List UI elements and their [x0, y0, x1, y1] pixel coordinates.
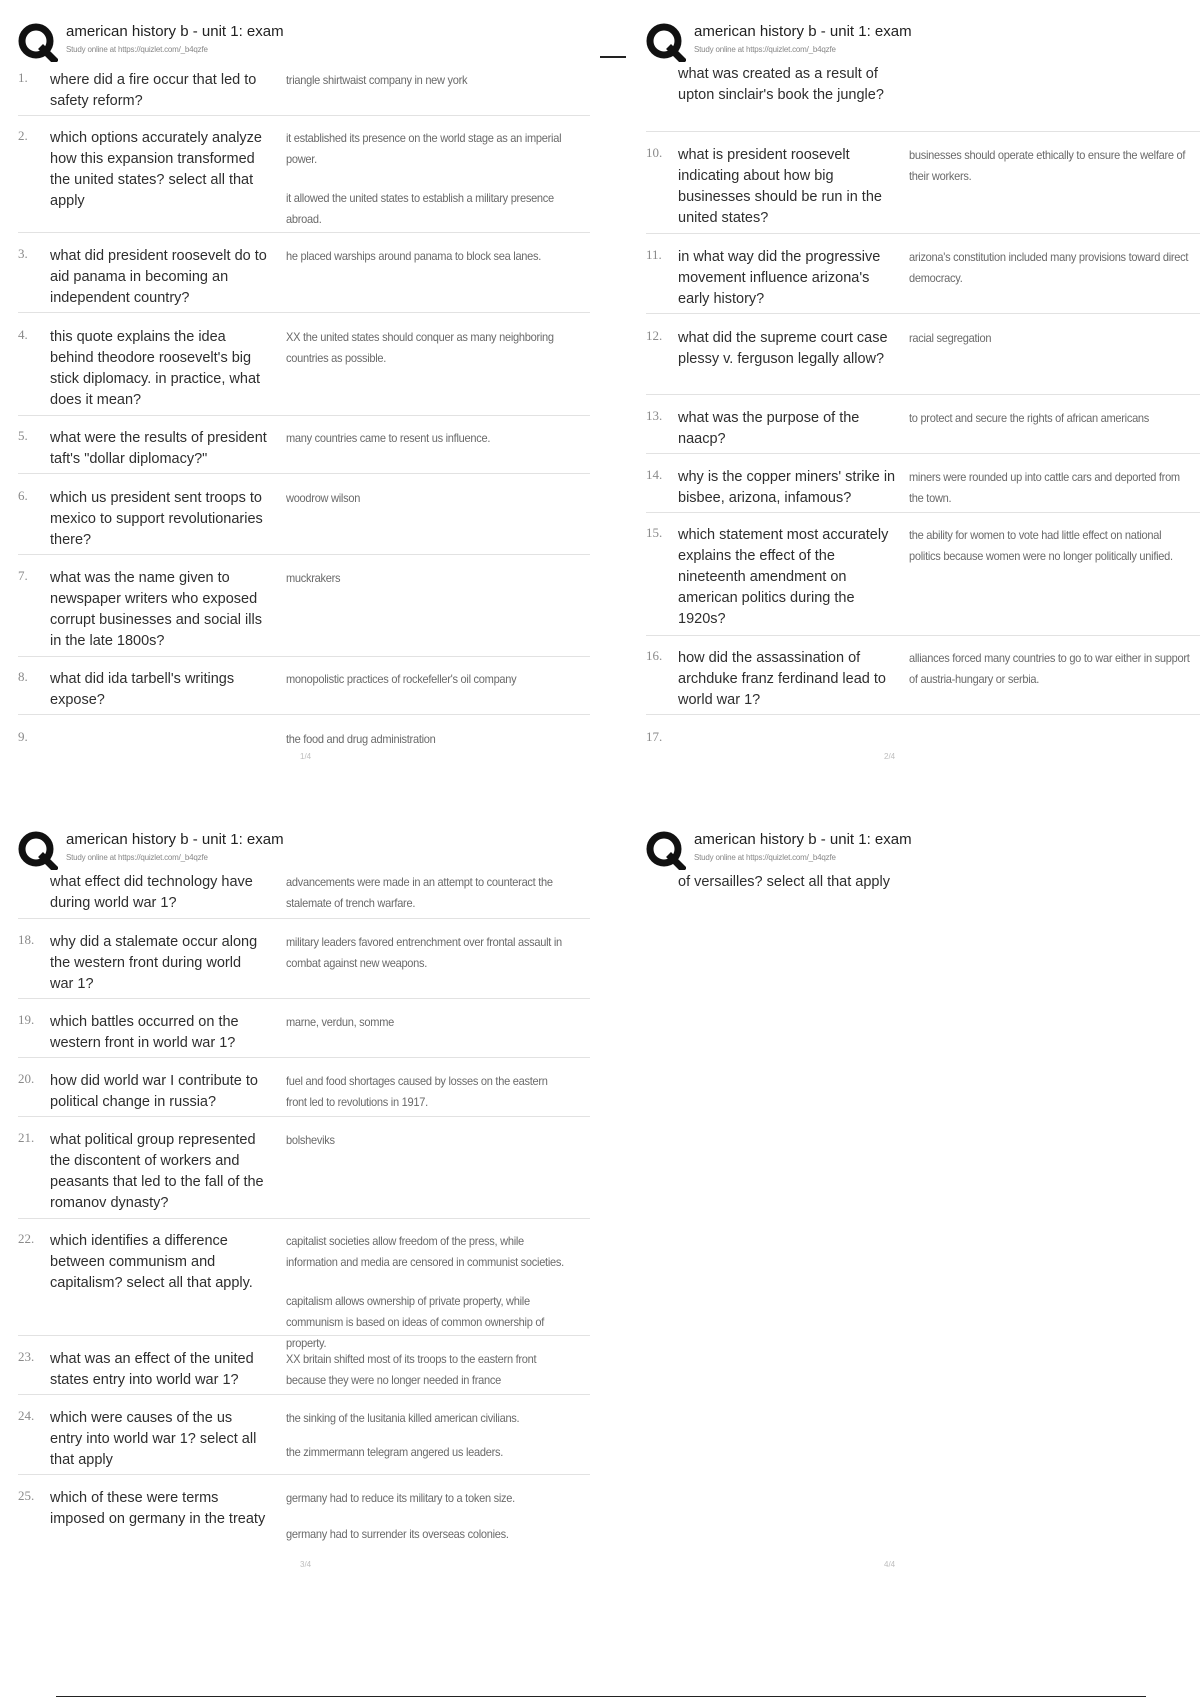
question-text: which identifies a difference between communism and capitalism? select all that apply. — [50, 1233, 253, 1291]
question-text: why did a stalemate occur along the western front during world war 1? — [50, 934, 258, 992]
question-text: what was created as a result of upton sinclair's book the jungle? — [678, 66, 884, 103]
question-number: 1. — [18, 70, 28, 85]
question-number: 13. — [646, 408, 663, 423]
question-number: 18. — [18, 932, 35, 947]
answer-text: bolsheviks — [286, 1133, 335, 1147]
question-row — [18, 1488, 590, 1554]
answer-text: germany had to surrender its overseas colonies. — [286, 1527, 509, 1541]
question-number: 24. — [18, 1408, 35, 1423]
page-title: american history b - unit 1: exam — [694, 831, 912, 848]
question-row — [18, 1349, 590, 1395]
answer-text: miners were rounded up into cattle cars and deported from the town. — [909, 470, 1180, 505]
answer-text: alliances forced many countries to go to war either in support of austria-hungary or serbia. — [909, 651, 1190, 686]
question-text: what did president roosevelt do to aid panama in becoming an independent country? — [50, 248, 267, 306]
question-row — [18, 1012, 590, 1058]
question-text: what did the supreme court case plessy v. ferguson legally allow? — [678, 330, 888, 367]
question-row — [646, 328, 1200, 395]
question-text: this quote explains the idea behind theodore roosevelt's big stick diplomacy. in practice, what does it mean? — [50, 329, 261, 408]
question-number: 14. — [646, 467, 663, 482]
question-text: what is president roosevelt indicating about how big businesses should be run in the united states? — [678, 147, 882, 226]
document-page-1 — [0, 0, 600, 770]
question-text: how did world war I contribute to political change in russia? — [50, 1073, 258, 1110]
question-row — [18, 1408, 590, 1475]
quizlet-logo-icon — [646, 830, 686, 870]
question-row — [18, 128, 590, 233]
question-number: 6. — [18, 488, 28, 503]
question-text: what political group represented the discontent of workers and peasants that led to the fall of the romanov dynasty? — [50, 1132, 264, 1211]
question-row — [18, 669, 590, 715]
answer-text: racial segregation — [909, 331, 992, 345]
question-row — [18, 1231, 590, 1350]
answer-text: to protect and secure the rights of african americans — [909, 411, 1150, 425]
question-number: 11. — [646, 247, 662, 262]
page-title: american history b - unit 1: exam — [66, 831, 284, 848]
page-number: 4/4 — [884, 1560, 896, 1569]
question-number: 4. — [18, 327, 28, 342]
question-row — [646, 408, 1200, 454]
question-row — [18, 488, 590, 555]
question-row — [646, 729, 1200, 751]
bottom-rule — [56, 1696, 1146, 1697]
document-page-4 — [628, 808, 1200, 1578]
page-header — [646, 830, 1200, 870]
page-number: 2/4 — [884, 752, 896, 761]
page-title: american history b - unit 1: exam — [66, 23, 284, 40]
answer-text: XX the united states should conquer as many neighboring countries as possible. — [286, 330, 554, 365]
question-number: 8. — [18, 669, 28, 684]
quizlet-logo-icon — [18, 22, 58, 62]
answer-text: germany had to reduce its military to a token size. — [286, 1491, 515, 1505]
question-row — [18, 1130, 590, 1219]
answer-text: he placed warships around panama to block sea lanes. — [286, 249, 542, 263]
answer-text: triangle shirtwaist company in new york — [286, 73, 468, 87]
page-number: 1/4 — [300, 752, 312, 761]
question-text: which battles occurred on the western front in world war 1? — [50, 1014, 239, 1051]
question-row — [18, 327, 590, 416]
question-text: which were causes of the us entry into world war 1? select all that apply — [50, 1410, 257, 1468]
question-row — [646, 648, 1200, 715]
question-number: 15. — [646, 525, 663, 540]
separator-dash — [600, 56, 626, 58]
question-number: 5. — [18, 428, 28, 443]
question-text: how did the assassination of archduke franz ferdinand lead to world war 1? — [678, 650, 886, 708]
question-text: what were the results of president taft's "dollar diplomacy?" — [50, 430, 267, 467]
page-subtitle: Study online at https://quizlet.com/_b4qzfe — [66, 853, 208, 862]
answer-text: monopolistic practices of rockefeller's oil company — [286, 672, 517, 686]
question-row-continued — [646, 64, 1200, 132]
document-page-2 — [628, 0, 1200, 770]
question-row — [646, 145, 1200, 234]
question-text: why is the copper miners' strike in bisbee, arizona, infamous? — [678, 469, 896, 506]
question-number: 10. — [646, 145, 663, 160]
question-number: 19. — [18, 1012, 35, 1027]
question-text: what was the purpose of the naacp? — [678, 410, 860, 447]
answer-text: the ability for women to vote had little effect on national politics because women were no longer politically unified. — [909, 528, 1173, 563]
answer-text: arizona's constitution included many provisions toward direct democracy. — [909, 250, 1189, 285]
answer-text: it established its presence on the world stage as an imperial power. — [286, 131, 562, 166]
quizlet-logo-icon — [18, 830, 58, 870]
question-number: 16. — [646, 648, 663, 663]
question-number: 23. — [18, 1349, 35, 1364]
page-title: american history b - unit 1: exam — [694, 23, 912, 40]
question-row — [646, 525, 1200, 636]
question-text: which of these were terms imposed on germany in the treaty — [50, 1490, 266, 1527]
question-text: which us president sent troops to mexico to support revolutionaries there? — [50, 490, 263, 548]
question-number: 20. — [18, 1071, 35, 1086]
answer-text: the food and drug administration — [286, 732, 436, 746]
page-header — [646, 22, 1200, 62]
answer-text: the zimmermann telegram angered us leaders. — [286, 1445, 504, 1459]
answer-text: the sinking of the lusitania killed american civilians. — [286, 1411, 520, 1425]
answer-text: marne, verdun, somme — [286, 1015, 394, 1029]
question-row — [18, 568, 590, 657]
question-row — [18, 932, 590, 999]
question-number: 9. — [18, 729, 28, 744]
question-number: 22. — [18, 1231, 35, 1246]
answer-text: capitalism allows ownership of private property, while communism is based on ideas of common ownership of property. — [286, 1294, 545, 1350]
quizlet-logo-icon — [646, 22, 686, 62]
answer-text: woodrow wilson — [286, 491, 361, 505]
question-text: what effect did technology have during world war 1? — [50, 874, 253, 911]
question-text: in what way did the progressive movement influence arizona's early history? — [678, 249, 881, 307]
answer-text: XX britain shifted most of its troops to the eastern front because they were no longer needed in france — [286, 1352, 537, 1387]
question-number: 2. — [18, 128, 28, 143]
question-number: 7. — [18, 568, 28, 583]
question-text: what did ida tarbell's writings expose? — [50, 671, 235, 708]
question-row-continued — [18, 872, 590, 919]
question-row — [18, 246, 590, 313]
page-subtitle: Study online at https://quizlet.com/_b4qzfe — [66, 45, 208, 54]
question-number: 17. — [646, 729, 663, 744]
page-header — [18, 830, 578, 870]
question-text: what was an effect of the united states entry into world war 1? — [50, 1351, 254, 1388]
question-text: which statement most accurately explains the effect of the nineteenth amendment on american politics during the 1920s? — [678, 527, 889, 627]
question-text: which options accurately analyze how this expansion transformed the united states? select all that apply — [50, 130, 262, 209]
answer-text: muckrakers — [286, 571, 341, 585]
page-number: 3/4 — [300, 1560, 312, 1569]
answer-text: many countries came to resent us influence. — [286, 431, 491, 445]
question-row — [18, 70, 590, 116]
answer-text: military leaders favored entrenchment over frontal assault in combat against new weapons. — [286, 935, 562, 970]
question-number: 21. — [18, 1130, 35, 1145]
question-text: what was the name given to newspaper writers who exposed corrupt businesses and social ills in the late 1800s? — [50, 570, 262, 649]
page-subtitle: Study online at https://quizlet.com/_b4qzfe — [694, 853, 836, 862]
answer-text: businesses should operate ethically to ensure the welfare of their workers. — [909, 148, 1186, 183]
document-page-3 — [0, 808, 600, 1578]
question-number: 12. — [646, 328, 663, 343]
question-row — [18, 1071, 590, 1117]
question-text: of versailles? select all that apply — [678, 874, 890, 890]
answer-text: fuel and food shortages caused by losses on the eastern front led to revolutions in 1917. — [286, 1074, 548, 1109]
question-number: 25. — [18, 1488, 35, 1503]
page-subtitle: Study online at https://quizlet.com/_b4qzfe — [694, 45, 836, 54]
answer-text: it allowed the united states to establish a military presence abroad. — [286, 191, 554, 226]
question-row — [646, 467, 1200, 513]
question-row-continued — [646, 872, 1200, 918]
question-number: 3. — [18, 246, 28, 261]
question-text: where did a fire occur that led to safety reform? — [50, 72, 257, 109]
question-row — [18, 428, 590, 474]
answer-text: advancements were made in an attempt to counteract the stalemate of trench warfare. — [286, 875, 553, 910]
question-row — [18, 729, 590, 751]
question-row — [646, 247, 1200, 314]
answer-text: capitalist societies allow freedom of the press, while information and media are censored in communist societies. — [286, 1234, 564, 1269]
page-header — [18, 22, 578, 62]
